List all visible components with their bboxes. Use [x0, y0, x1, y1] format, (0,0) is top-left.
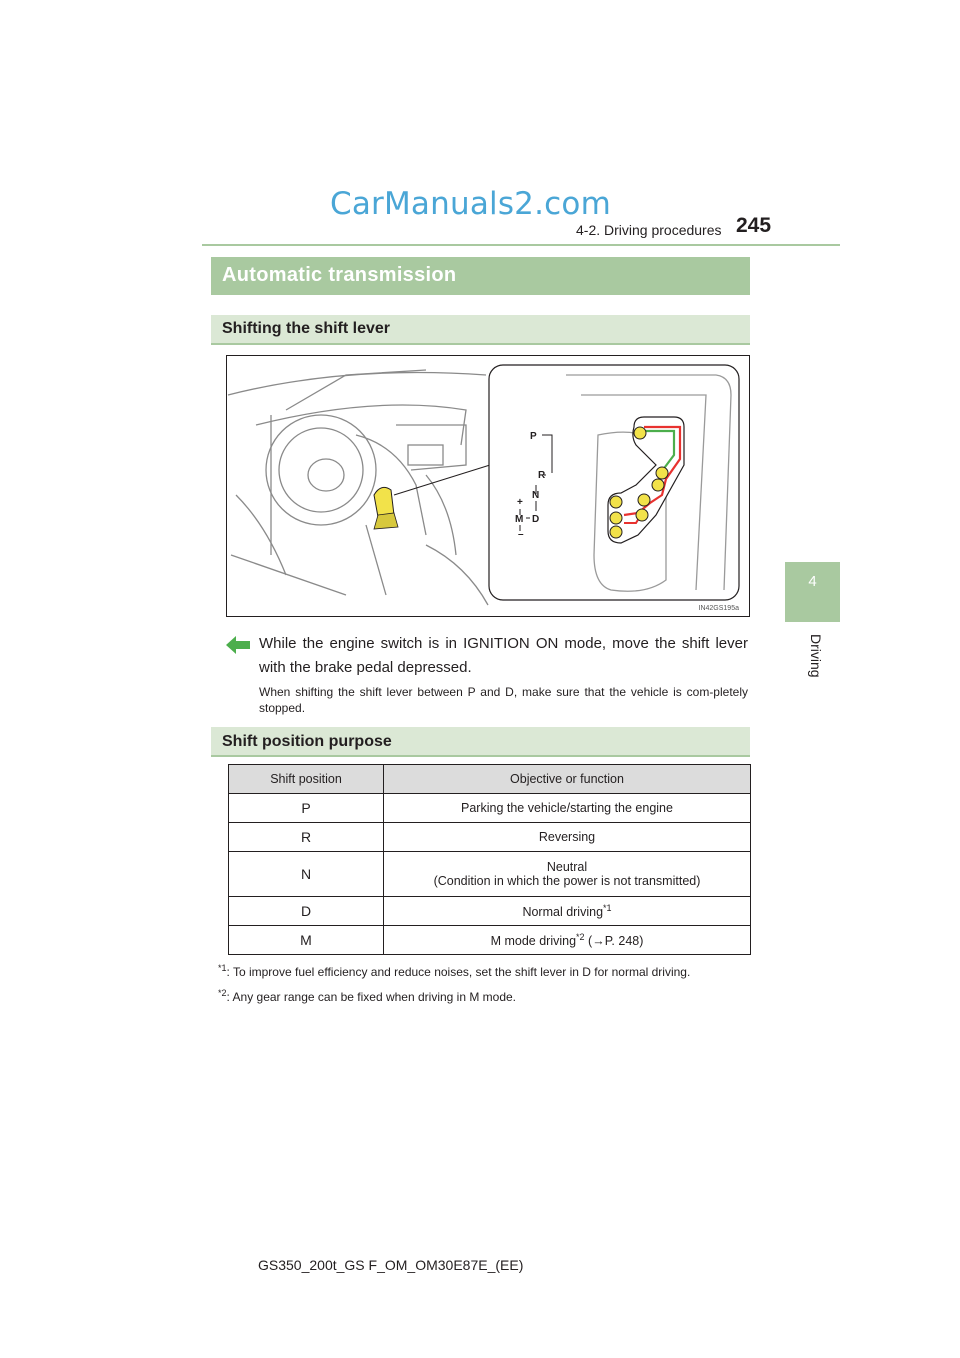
section-heading-purpose: Shift position purpose: [222, 733, 392, 750]
chapter-tab: [785, 562, 840, 622]
svg-text:D: D: [532, 514, 540, 525]
position-cell: R: [229, 823, 384, 852]
section-title: 4-2. Driving procedures: [576, 222, 722, 238]
function-line: Neutral: [546, 860, 588, 874]
svg-text:–: –: [518, 529, 524, 540]
table-header-row: [229, 765, 751, 794]
section-heading-shifting: Shifting the shift lever: [222, 320, 391, 337]
header-rule: [202, 244, 840, 246]
page-reference: (→P. 248): [584, 934, 644, 949]
position-cell: N: [229, 852, 384, 897]
function-line: (Condition in which the power is not transmitted): [433, 874, 701, 888]
document-code: GS350_200t_GS F_OM_OM30E87E_(EE): [258, 1257, 524, 1273]
function-cell: Parking the vehicle/starting the engine: [384, 794, 751, 823]
table-row: [229, 794, 751, 823]
svg-text:+: +: [517, 497, 523, 508]
table-row: [229, 897, 751, 926]
column-header: Objective or function: [384, 765, 751, 794]
position-cell: D: [229, 897, 384, 926]
function-cell: [384, 852, 751, 897]
page-number: 245: [736, 214, 772, 237]
shift-lever-figure: [226, 355, 750, 617]
function-text: M mode driving: [490, 934, 577, 949]
footnote-marker: *1: [603, 902, 612, 913]
position-cell: M: [229, 926, 384, 955]
footnote-mark: *2: [218, 988, 227, 998]
shift-position-table: [228, 764, 751, 955]
chapter-label: Driving: [808, 634, 824, 678]
position-cell: P: [229, 794, 384, 823]
function-cell: [384, 897, 751, 926]
table-row: [229, 926, 751, 955]
instruction-text: While the engine switch is in IGNITION ON mode, move the shift lever with the brake pedal depressed.: [259, 635, 748, 676]
table-row: [229, 852, 751, 897]
arrow-left-icon: [226, 636, 250, 654]
footnote-mark: *1: [218, 963, 227, 973]
function-cell: Reversing: [384, 823, 751, 852]
footnote-text: : To improve fuel efficiency and reduce noises, set the shift lever in D for normal driving.: [226, 965, 691, 979]
svg-text:R: R: [538, 470, 546, 481]
footnote-1: [218, 963, 690, 979]
function-cell: [384, 926, 751, 955]
svg-text:M: M: [515, 514, 524, 525]
column-header: Shift position: [229, 765, 384, 794]
table-row: [229, 823, 751, 852]
figure-code: IN42GS195a: [698, 605, 739, 612]
footnote-text: : Any gear range can be fixed when driving in M mode.: [226, 990, 517, 1004]
chapter-number: 4: [808, 573, 817, 590]
function-text: Normal driving: [522, 905, 604, 920]
footnote-2: [218, 988, 516, 1004]
note-text: When shifting the shift lever between P and D, make sure that the vehicle is com-pletely stopped.: [259, 685, 748, 715]
page-title: Automatic transmission: [222, 264, 457, 286]
svg-text:N: N: [532, 490, 540, 501]
svg-text:P: P: [530, 431, 537, 442]
watermark: CarManuals2.com: [330, 186, 611, 222]
footnote-marker: *2: [576, 931, 585, 942]
